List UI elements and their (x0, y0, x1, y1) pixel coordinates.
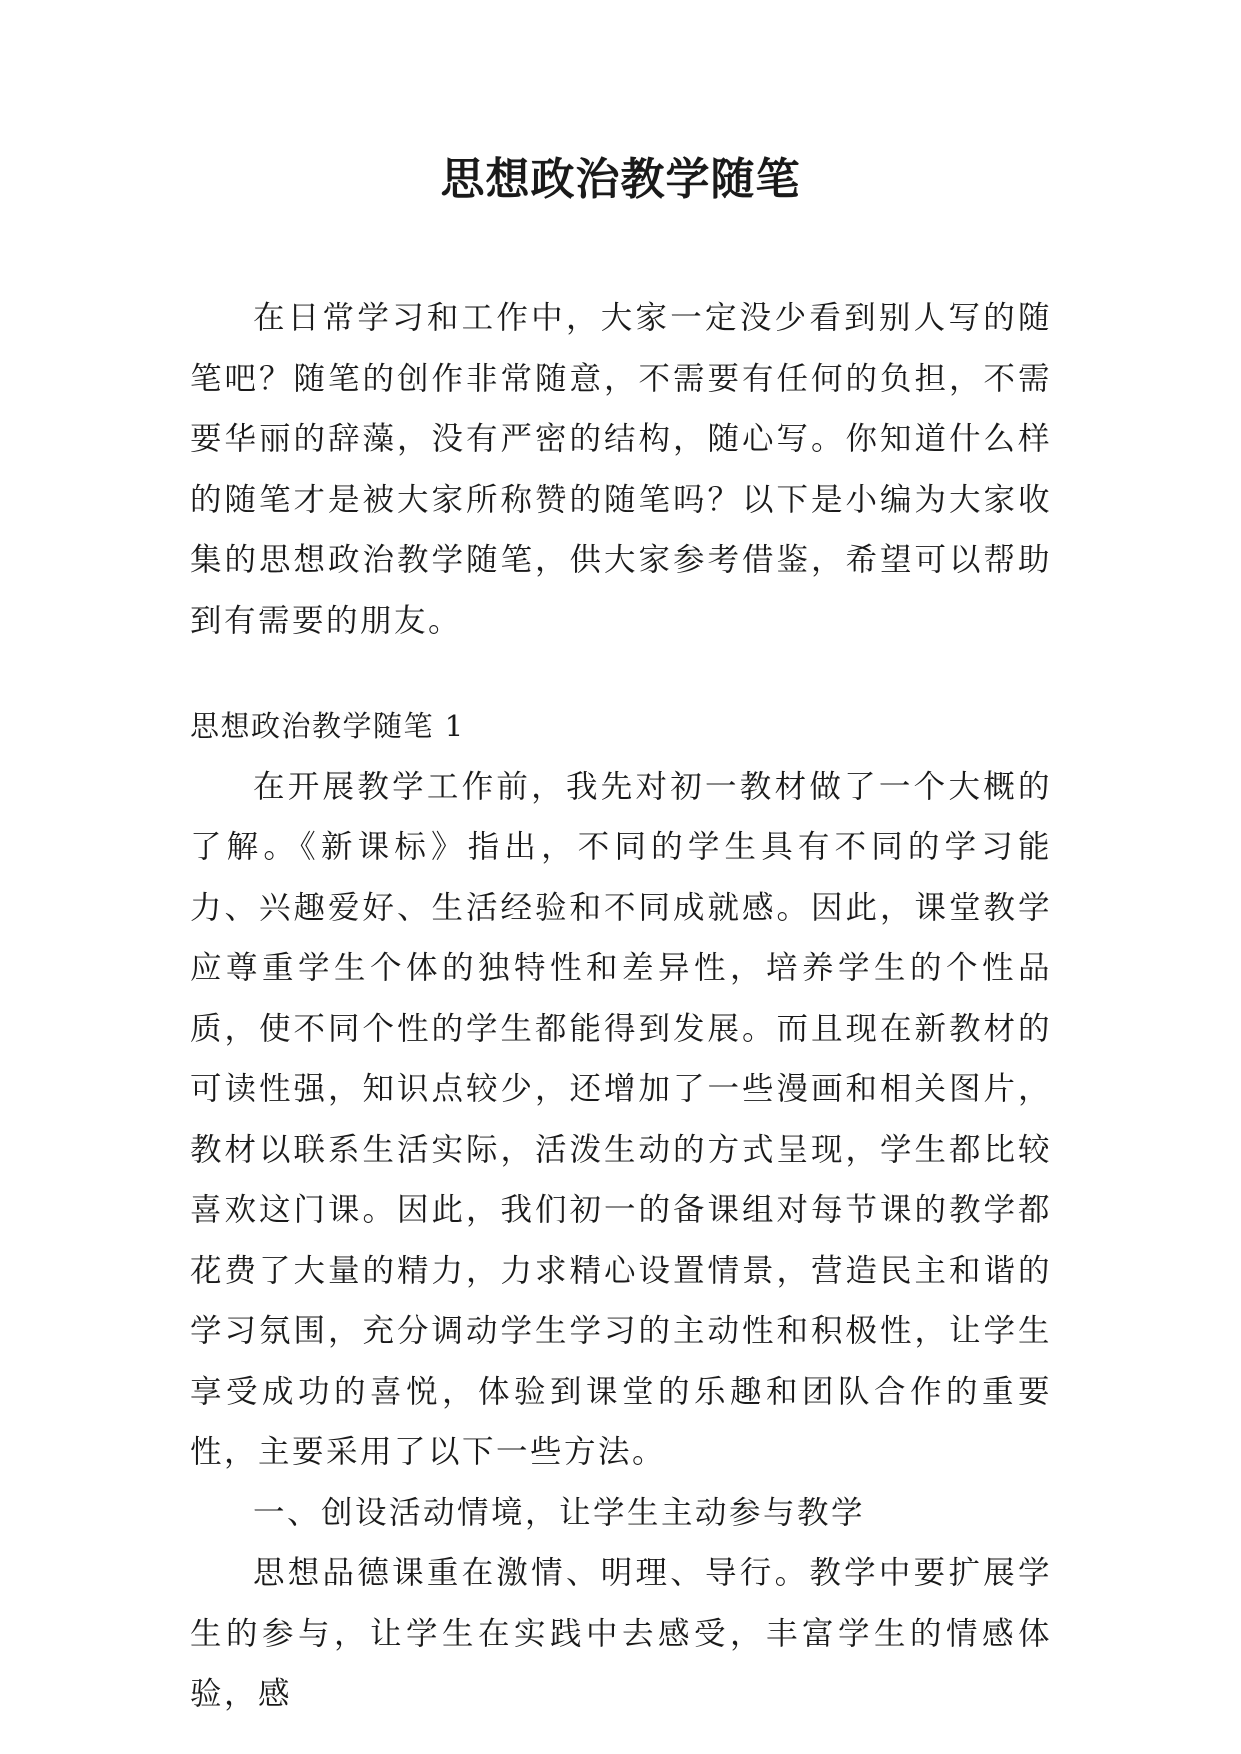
section-1 (190, 696, 1052, 1725)
body-paragraph: 思想品德课重在激情、明理、导行。教学中要扩展学生的参与，让学生在实践中去感受，丰富学生的情感体验，感 (190, 1555, 1052, 1712)
intro-paragraph: 在日常学习和工作中，大家一定没少看到别人写的随笔吧？随笔的创作非常随意，不需要有任何的负担，不需要华丽的辞藻，没有严密的结构，随心写。你知道什么样的随笔才是被大家所称赞的随笔吗？以下是小编为大家收集的思想政治教学随笔，供大家参考借鉴，希望可以帮助到有需要的朋友。 (190, 300, 1052, 639)
body-paragraph: 在开展教学工作前，我先对初一教材做了一个大概的了解。《新课标》指出，不同的学生具有不同的学习能力、兴趣爱好、生活经验和不同成就感。因此，课堂教学应尊重学生个体的独特性和差异性，培养学生的个性品质，使不同个性的学生都能得到发展。而且现在新教材的可读性强，知识点较少，还增加了一些漫画和相关图片，教材以联系生活实际，活泼生动的方式呈现，学生都比较喜欢这门课。因此，我们初一的备课组对每节课的教学都花费了大量的精力，力求精心设置情景，营造民主和谐的学习氛围，充分调动学生学习的主动性和积极性，让学生享受成功的喜悦，体验到课堂的乐趣和团队合作的重要性，主要采用了以下一些方法。 (190, 768, 1052, 1470)
subheading-paragraph: 一、创设活动情境，让学生主动参与教学 (253, 1494, 866, 1531)
document-title: 思想政治教学随笔 (440, 154, 801, 205)
section-heading: 思想政治教学随笔 1 (190, 709, 465, 743)
